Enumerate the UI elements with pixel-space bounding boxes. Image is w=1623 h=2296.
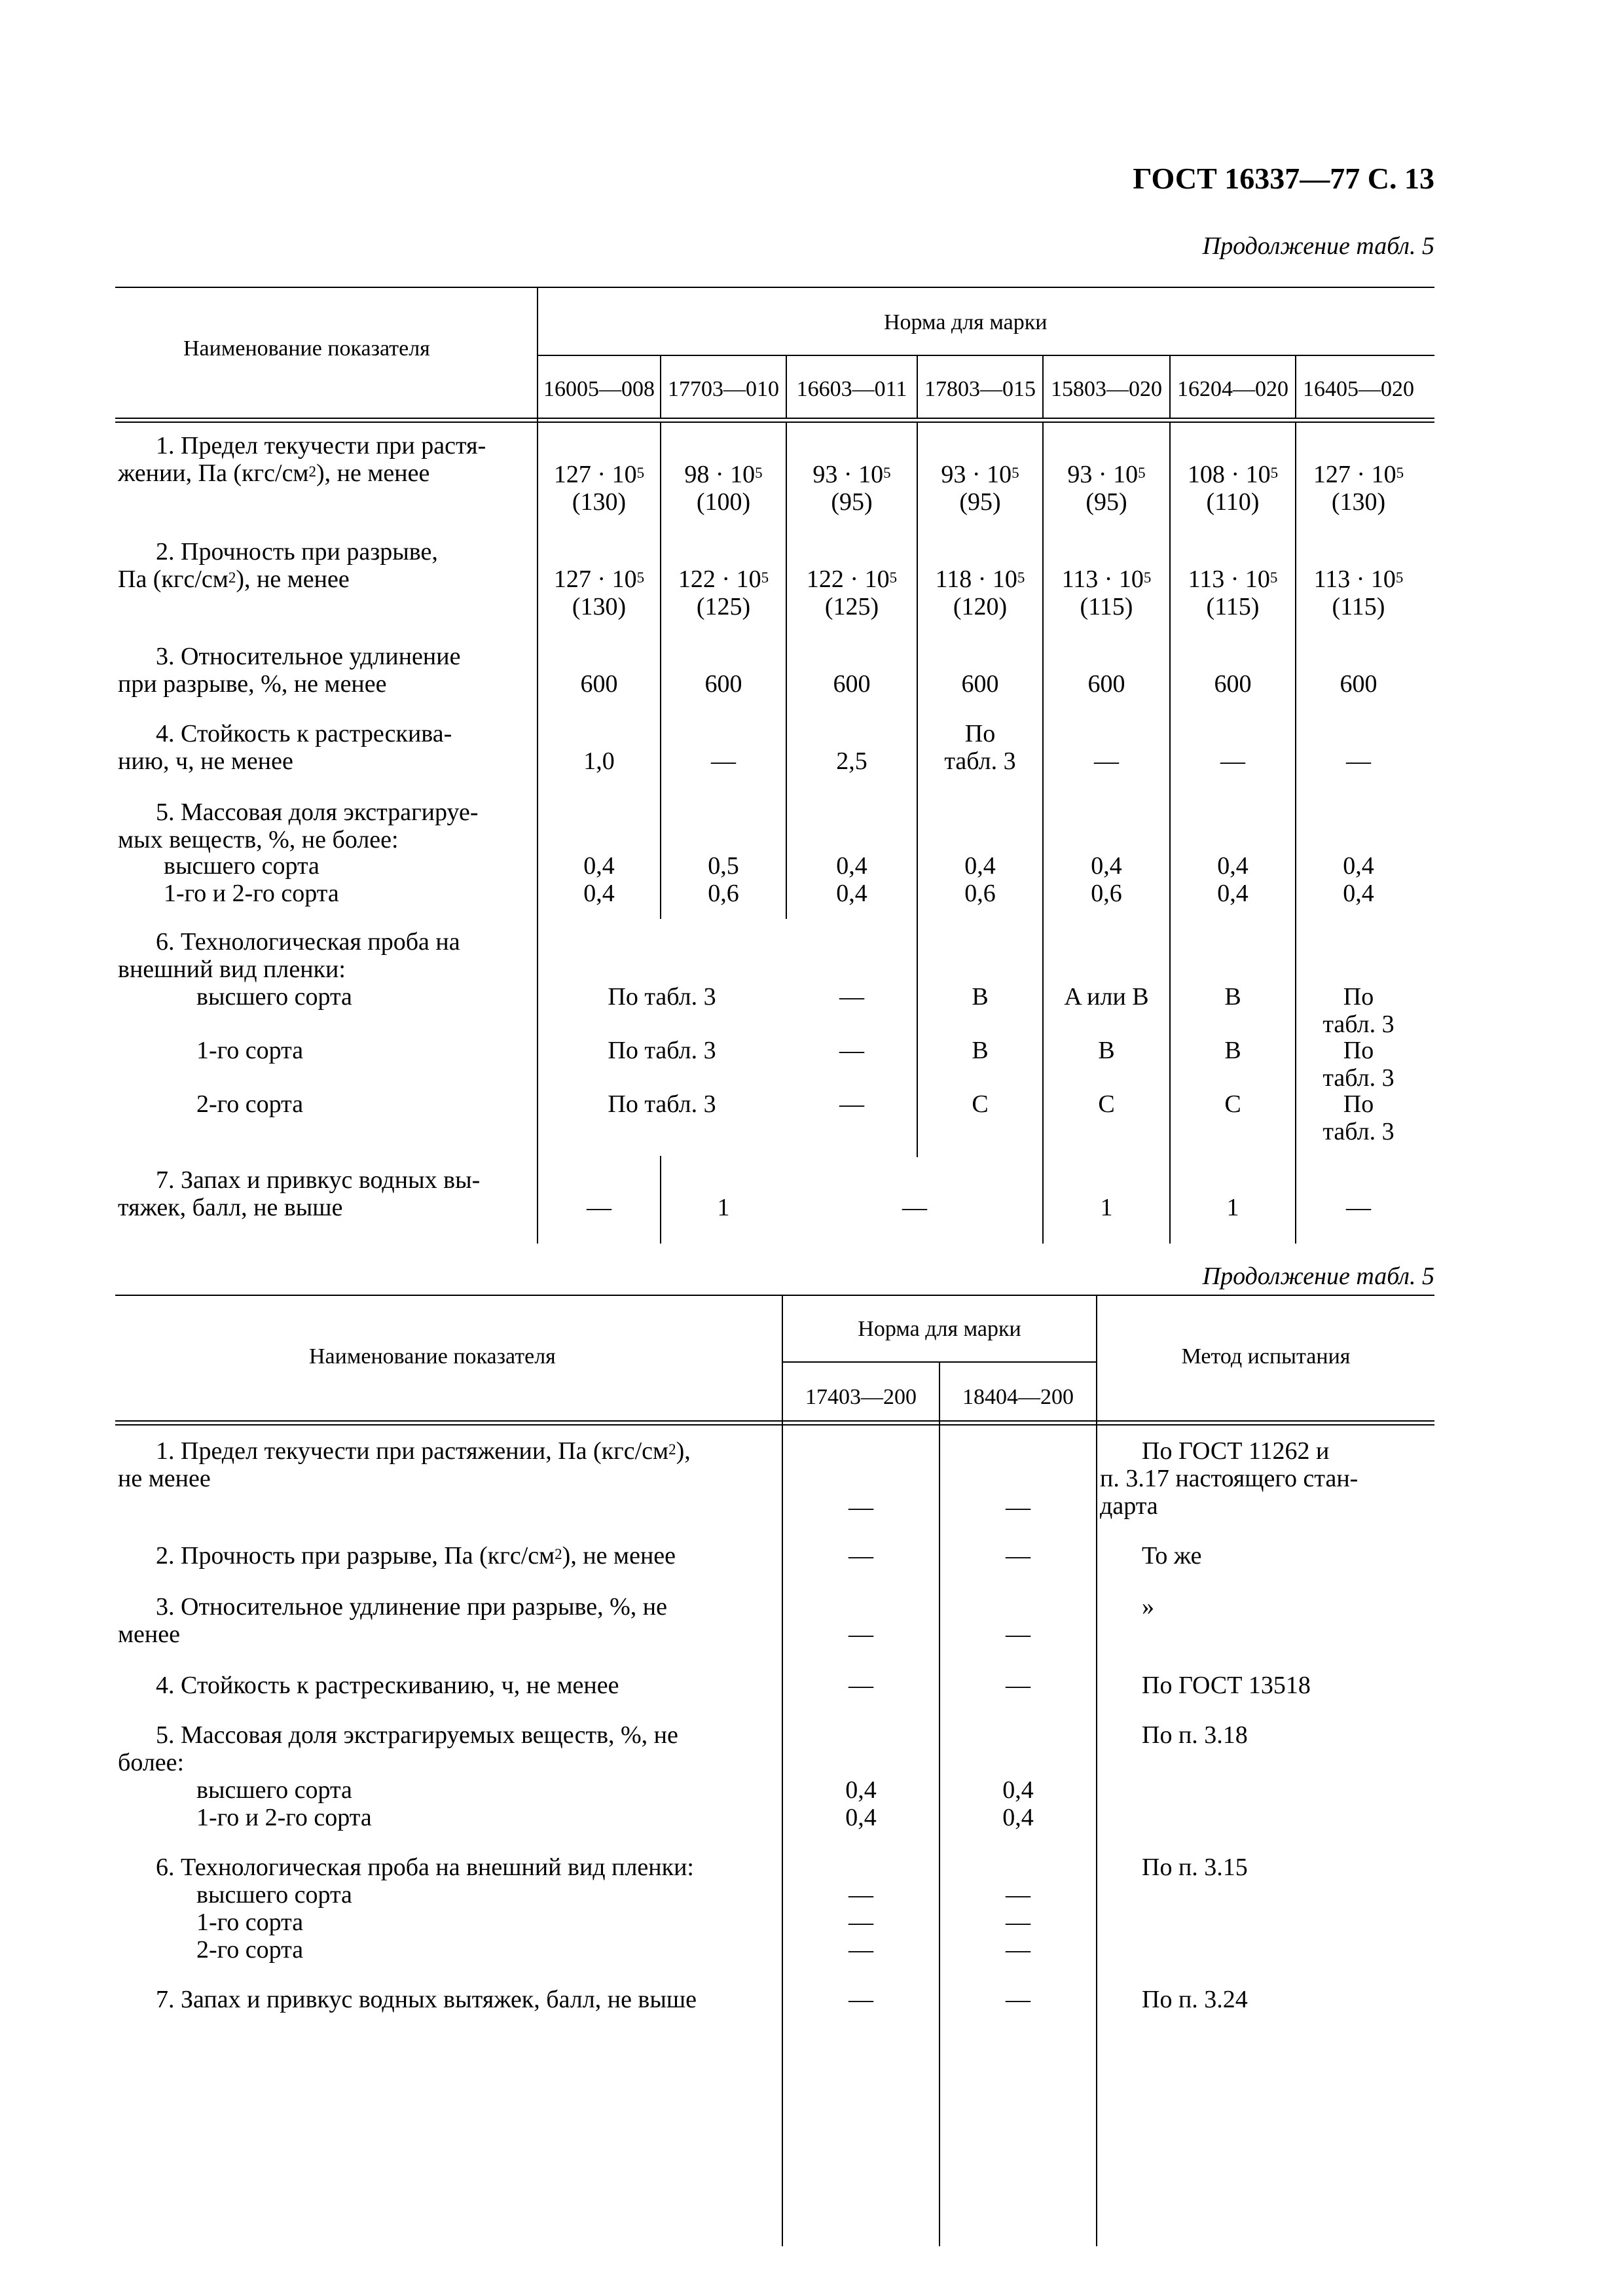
cell-value: B [1224,1037,1241,1064]
cell-value: — [848,1672,873,1699]
cell-value: 600 [1340,670,1377,698]
row6-label: 6. Технологическая проба на [156,928,460,956]
cell-value: 1,0 [583,747,615,775]
cell-value: C [972,1090,989,1118]
method-text: То же [1142,1542,1202,1570]
page-reference: ГОСТ 16337—77 С. 13 [1133,162,1434,195]
method-text: По ГОСТ 13518 [1142,1672,1311,1699]
method-text: По п. 3.18 [1142,1721,1248,1749]
method-text: п. 3.17 настоящего стан- [1100,1465,1359,1492]
cell-value: — [1220,747,1245,775]
row5-label-cont: мых веществ, %, не более: [118,826,399,853]
cell-value: — [848,1494,873,1521]
cell-value: — [1006,1542,1030,1570]
row5-label-cont: более: [118,1749,185,1776]
cell-value: — [1006,1672,1030,1699]
row5-sub-label: 1-го и 2-го сорта [164,880,339,907]
table1-col-indicator: Наименование показателя [183,336,430,361]
cell-value: B [972,1037,989,1064]
table1-col-norm: Норма для марки [884,310,1048,334]
cell-value: — [848,1542,873,1570]
cell-value: C [1098,1090,1115,1118]
cell-value: — [1346,747,1371,775]
cell-value: 0,4 0,6 [964,852,996,907]
row6-sub-label: 2-го сорта [196,1936,304,1964]
row5-sub-label: 1-го и 2-го сорта [196,1804,372,1831]
cell-value: По табл. 3 [608,983,716,1011]
cell-value: — [711,747,736,775]
cell-value: $113 \cdot 10^5$ (115) [1313,565,1404,620]
row6-sub-label: высшего сорта [196,983,352,1011]
cell-value: $122 \cdot 10^5$ (125) [678,565,769,620]
cell-value: — [1094,747,1119,775]
row6-sub-label: высшего сорта [196,1881,352,1909]
cell-value: $127 \cdot 10^5$ (130) [1313,461,1404,516]
grade-header: 16204—020 [1177,377,1288,401]
cell-value: — — — [1006,1881,1030,1964]
cell-value: 0,4 0,4 [583,852,615,907]
row1-label-cont: не менее [118,1465,211,1492]
cell-value: По табл. 3 [608,1037,716,1064]
cell-value: $122 \cdot 10^5$ (125) [806,565,898,620]
cell-value: 0,4 0,6 [1091,852,1122,907]
cell-value: — [1006,1494,1030,1521]
grade-header: 18404—200 [962,1385,1074,1409]
row5-sub-label: высшего сорта [196,1776,352,1804]
row6-label: 6. Технологическая проба на внешний вид пленки: [156,1854,694,1881]
cell-value: — [902,1194,927,1221]
cell-value: — [839,1090,864,1118]
cell-value: 0,4 0,4 [1002,1776,1034,1831]
table2-col-method: Метод испытания [1181,1344,1351,1369]
grade-header: 17703—010 [668,377,779,401]
row6-label-cont: внешний вид пленки: [118,956,346,983]
row1-label-cont: жении, Па $(кгс/см^2)$, не менее [118,459,430,487]
method-text: дарта [1100,1492,1158,1520]
cell-value: По табл. 3 [944,720,1016,775]
cell-value: $108 \cdot 10^5$ (110) [1187,461,1279,516]
grade-header: 16005—008 [543,377,655,401]
cell-value: 600 [1087,670,1125,698]
method-text: » [1142,1593,1154,1621]
cell-value: — [1006,1986,1030,2013]
row5-sub-label: высшего сорта [164,852,319,880]
cell-value: B [1098,1037,1115,1064]
cell-value: — [1346,1194,1371,1221]
row5-label: 5. Массовая доля экстрагируемых веществ, %, не [156,1721,678,1749]
cell-value: По табл. 3 [1322,983,1395,1038]
row1-label: 1. Предел текучести при растя- [156,432,486,459]
row2-label: 2. Прочность при разрыве, [156,538,438,565]
grade-header: 17403—200 [805,1385,917,1409]
cell-value: $113 \cdot 10^5$ (115) [1061,565,1152,620]
cell-value: 0,4 0,4 [1217,852,1249,907]
table2-continuation: Продолжение табл. 5 [1202,1263,1434,1290]
row3-label-cont: при разрыве, %, не менее [118,670,387,698]
cell-value: 600 [833,670,871,698]
method-text: По п. 3.15 [1142,1854,1248,1881]
cell-value: $93 \cdot 10^5$ (95) [812,461,891,516]
row3-label: 3. Относительное удлинение [156,643,461,670]
grade-header: 15803—020 [1051,377,1162,401]
cell-value: 600 [961,670,999,698]
cell-value: — [587,1194,611,1221]
row6-sub-label: 1-го сорта [196,1909,304,1936]
cell-value: C [1224,1090,1241,1118]
cell-value: 2,5 [836,747,867,775]
cell-value: $93 \cdot 10^5$ (95) [1067,461,1146,516]
cell-value: 0,4 0,4 [1343,852,1374,907]
cell-value: По табл. 3 [1322,1037,1395,1092]
cell-value: B [972,983,989,1011]
cell-value: 1 [1226,1194,1239,1221]
grade-header: 17803—015 [924,377,1036,401]
table2-col-norm: Норма для марки [858,1317,1021,1341]
cell-value: 600 [1214,670,1252,698]
cell-value: $127 \cdot 10^5$ (130) [553,461,645,516]
cell-value: $113 \cdot 10^5$ (115) [1188,565,1278,620]
table2-col-indicator: Наименование показателя [309,1344,556,1369]
cell-value: B [1224,983,1241,1011]
row3-label: 3. Относительное удлинение при разрыве, %, не [156,1593,667,1621]
cell-value: 0,4 0,4 [836,852,867,907]
row7-label-cont: тяжек, балл, не выше [118,1194,343,1221]
cell-value: — [1006,1621,1030,1648]
method-text: По п. 3.24 [1142,1986,1248,2013]
cell-value: 600 [580,670,618,698]
row2-label-cont: Па $(кгс/см^2)$, не менее [118,565,350,593]
method-text: По ГОСТ 11262 и [1142,1437,1330,1465]
row4-label: 4. Стойкость к растрескиванию, ч, не менее [156,1672,619,1699]
grade-header: 16405—020 [1303,377,1414,401]
cell-value: — [839,1037,864,1064]
cell-value: A или B [1064,983,1149,1011]
cell-value: 0,4 0,4 [845,1776,877,1831]
cell-value: $118 \cdot 10^5$ (120) [935,565,1025,620]
row5-label: 5. Массовая доля экстрагируе- [156,798,479,826]
cell-value: По табл. 3 [608,1090,716,1118]
row6-sub-label: 2-го сорта [196,1090,304,1118]
row6-sub-label: 1-го сорта [196,1037,304,1064]
cell-value: 1 [1100,1194,1113,1221]
row7-label: 7. Запах и привкус водных вытяжек, балл, не выше [156,1986,697,2013]
cell-value: По табл. 3 [1322,1090,1395,1145]
cell-value: — [848,1986,873,2013]
grade-header: 16603—011 [796,377,907,401]
cell-value: — — — [848,1881,873,1964]
cell-value: 600 [704,670,742,698]
cell-value: $93 \cdot 10^5$ (95) [941,461,1019,516]
row7-label: 7. Запах и привкус водных вы- [156,1166,481,1194]
cell-value: $127 \cdot 10^5$ (130) [553,565,645,620]
cell-value: — [848,1621,873,1648]
row3-label-cont: менее [118,1621,180,1648]
row2-label: 2. Прочность при разрыве, Па $(кгс/см^2)$, не менее [156,1542,676,1570]
cell-value: 0,5 0,6 [708,852,739,907]
table1-continuation: Продолжение табл. 5 [1202,232,1434,260]
cell-value: $98 \cdot 10^5$ (100) [684,461,763,516]
cell-value: — [839,983,864,1011]
row1-label: 1. Предел текучести при растяжении, Па $(кгс/см^2)$, [156,1437,691,1465]
cell-value: 1 [717,1194,730,1221]
row4-label: 4. Стойкость к растрескива- [156,720,452,747]
row4-label-cont: нию, ч, не менее [118,747,293,775]
